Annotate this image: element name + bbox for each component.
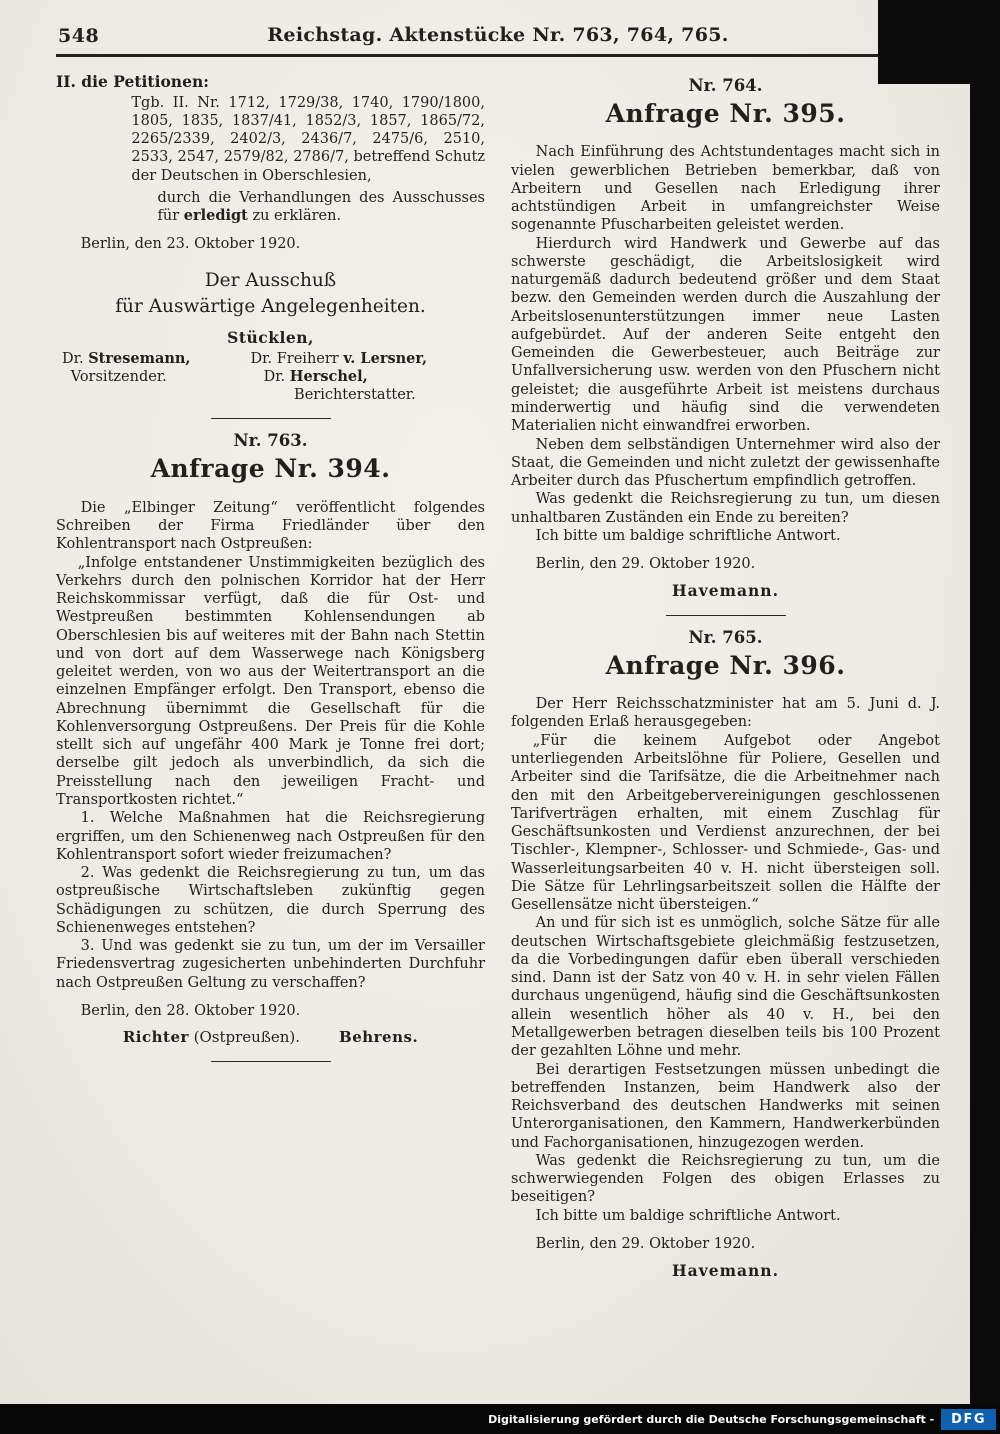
paragraph: Was gedenkt die Reichsregierung zu tun, um diesen unhaltbaren Zuständen ein Ende zu bereiten?: [511, 491, 940, 526]
resolution-post: zu erklären.: [247, 208, 342, 225]
digitization-credit: Digitalisierung gefördert durch die Deutsche Forschungsgemeinschaft -: [488, 1412, 935, 1426]
paragraph: Neben dem selbständigen Unternehmer wird also der Staat, die Gemeinden und nicht zuletzt der gewissenhafte Arbeiter durch das Pfuschertum empfindlich getroffen.: [511, 436, 940, 490]
signature-lersner: [251, 350, 481, 368]
question-1: 1. Welche Maßnahmen hat die Reichsregierung ergriffen, um den Schienenweg nach Ostpreußen für den Kohlentransport sofort wieder freizumachen?: [56, 810, 485, 863]
committee-line1: Der Ausschuß: [204, 269, 337, 291]
committee-heading: [56, 268, 485, 321]
page-number: 548: [58, 25, 100, 47]
petitions-list: Tgb. II. Nr. 1712, 1729/38, 1740, 1790/1800, 1805, 1835, 1837/41, 1852/3, 1857, 1865/72, 2265/2339, 2402/3, 2436/7, 2475/6, 2510, 2533, 2547, 2579/82, 2786/7, betreffend Schutz der Deutschen in Oberschlesien,: [131, 94, 485, 184]
paragraph: Die „Elbinger Zeitung“ veröffentlicht folgendes Schreiben der Firma Friedländer über den Kohlentransport nach Ostpreußen:: [56, 499, 485, 553]
right-column: [511, 72, 940, 1291]
signature-behrens: Behrens.: [339, 1028, 419, 1047]
signature-name: Herschel,: [289, 367, 368, 385]
section-divider: [211, 418, 331, 419]
quote-block: „Infolge entstandener Unstimmigkeiten bezüglich des Verkehrs durch den polnischen Korridor hat der Herr Reichskommissar verfügt, daß die für Ost- und Westpreußen bestimmten Kohlensendungen ab Oberschlesien bis auf weiteres mit der Bahn nach Stettin und von dort auf dem Wasserwege nach Königsberg geleitet werden, von wo aus der Weitertransport an die einzelnen Empfänger erfolgt. Den Transport, ebenso die Abrechnung übernimmt die Gesellschaft für die Kohlenversorgung Ostpreußens. Der Preis für die Kohle stellt sich auf ungefähr 400 Mark je Tonne frei dort; derselbe gilt jedoch als unverbindlich, da sich die Preisstellung nach den jeweiligen Fracht- und Transportkosten richtet.“: [56, 554, 485, 809]
quote-block: „Für die keinem Aufgebot oder Angebot unterliegenden Arbeitslöhne für Poliere, Gesellen und Arbeiter sind die Tarifsätze, die die Arbeitnehmer nach den mit den Arbeitgebervereinigungen geschlossenen Tarifverträgen erhalten, mit einem Zuschlag für Geschäftsunkosten und Verdienst anzurechnen, der bei Tischler-, Klempner-, Schlosser- und Schmiede-, Gas- und Wasserleitungsarbeiten 40 v. H. nicht übersteigen soll. Die Sätze für Lehrlingsarbeitszeit sollen die Hälfte der Gesellensätze nicht übersteigen.“: [511, 732, 940, 914]
paragraph: Ich bitte um baldige schriftliche Antwort.: [535, 527, 841, 544]
section-divider: [211, 1061, 331, 1062]
two-column-body: [56, 72, 940, 1291]
item-763-number: Nr. 763.: [233, 431, 308, 451]
header-rule: [56, 54, 940, 57]
item-763-title: Anfrage Nr. 394.: [150, 454, 391, 484]
signature-block-right: [251, 350, 481, 405]
signature-suffix: (Ostpreußen).: [188, 1028, 301, 1047]
signature-stresemann: [62, 350, 251, 368]
signature-havemann: Havemann.: [672, 581, 779, 601]
item-765-title: Anfrage Nr. 396.: [605, 650, 846, 680]
item-763-date: Berlin, den 28. Oktober 1920.: [80, 1002, 301, 1019]
left-column: [56, 72, 485, 1291]
resolution-pre: durch die Verhandlungen des Ausschusses für: [157, 189, 485, 225]
page-header: [56, 24, 940, 51]
question-3: 3. Und was gedenkt sie zu tun, um der im Versailler Friedensvertrag zugesicherten unbehinderten Durchfuhr nach Ostpreußen Geltung zu verschaffen?: [56, 938, 485, 991]
dfg-logo: DFG: [941, 1409, 996, 1430]
section-divider: [666, 615, 786, 616]
petitions-date: Berlin, den 23. Oktober 1920.: [80, 236, 301, 253]
paragraph: Nach Einführung des Achtstundentages macht sich in vielen gewerblichen Betrieben bemerkbar, daß von Arbeitern und Gesellen nach Erledigung ihrer achtstündigen Arbeit in umfangreichster Weise sogenannte Pfuscharbeiten geleistet werden.: [511, 144, 940, 234]
signature-name: v. Lersner,: [343, 349, 428, 367]
scan-edge-top-right: [878, 0, 1000, 84]
item-764-date: Berlin, den 29. Oktober 1920.: [535, 556, 756, 573]
signature-block-left: [62, 350, 251, 405]
paragraph: Was gedenkt die Reichsregierung zu tun, um die schwerwiegenden Folgen des obigen Erlasses zu beseitigen?: [511, 1152, 940, 1206]
item-764-number: Nr. 764.: [688, 76, 763, 95]
signature-prefix: Dr.: [62, 350, 89, 367]
petitions-heading: II. die Petitionen:: [56, 72, 209, 91]
item-765-date: Berlin, den 29. Oktober 1920.: [535, 1235, 756, 1252]
item-765-number: Nr. 765.: [688, 627, 763, 647]
signature-stuecklen: Stücklen,: [227, 328, 314, 348]
scan-edge-right: [970, 0, 1000, 1434]
signature-name: Stresemann,: [88, 349, 191, 367]
petitions-resolution: [158, 189, 486, 226]
header-title: Reichstag. Aktenstücke Nr. 763, 764, 765.: [267, 24, 729, 46]
paragraph: Ich bitte um baldige schriftliche Antwort.: [535, 1207, 841, 1224]
signature-prefix: Dr.: [263, 368, 290, 385]
committee-line2: für Auswärtige Angelegenheiten.: [115, 295, 426, 317]
paragraph: Bei derartigen Festsetzungen müssen unbedingt die betreffenden Instanzen, beim Handwerk also der Reichsverband des deutschen Handwerks mit seinen Unterorganisationen, den Kammern, Handwerkerbünden und Fachorganisationen, hinzugezogen werden.: [511, 1061, 940, 1151]
item-763-signatures: [56, 1028, 485, 1047]
paragraph: An und für sich ist es unmöglich, solche Sätze für alle deutschen Wirtschaftsgebiete gleichmäßig festzusetzen, da die Vorbedingungen dafür eben überall verschieden sind. Dann ist der Satz von 40 v. H. in sehr vielen Fällen durchaus ungenügend, häufig sind die Geschäftsunkosten allein wesentlich höher als 40 v. H., bei den Metallgewerben betragen dieselben teils bis 100 Prozent der gezahlten Löhne und mehr.: [511, 915, 940, 1060]
digitization-footer: [0, 1404, 1000, 1434]
signature-prefix: Dr. Freiherr: [250, 350, 344, 367]
resolution-emphasis: erledigt: [183, 207, 248, 225]
committee-signatures: [62, 350, 481, 405]
item-764-title: Anfrage Nr. 395.: [605, 98, 846, 128]
question-2: 2. Was gedenkt die Reichsregierung zu tun, um das ostpreußische Wirtschaftsleben zukünftig gegen Schädigungen zu schützen, die durch Sperrung des Schienenweges entstehen?: [56, 865, 485, 936]
signature-role-rapporteur: Berichterstatter.: [294, 387, 416, 404]
paragraph: Der Herr Reichsschatzminister hat am 5. Juni d. J. folgenden Erlaß herausgegeben:: [511, 696, 940, 731]
signature-richter: Richter (Ostpreußen).: [122, 1028, 301, 1047]
signature-role-chair: Vorsitzender.: [70, 368, 167, 385]
paragraph: Hierdurch wird Handwerk und Gewerbe auf das schwerste geschädigt, die Arbeitslosigkeit wird naturgemäß dadurch bedeutend größer und dem Staat bezw. den Gemeinden werden durch die Auszahlung der Arbeitslosenunterstützungen immer neue Lasten aufgebürdet. Auf der anderen Seite entgeht den Gemeinden die Gewerbesteuer, auch Beiträge zur Unfallversicherung usw. werden von den Pfuschern nicht geleistet; die ausgeführte Arbeit ist meistens durchaus minderwertig und häufig sind die verwendeten Materialien nicht einwandfrei erworben.: [511, 235, 940, 435]
signature-havemann: Havemann.: [672, 1261, 779, 1281]
signature-herschel: [251, 368, 481, 386]
